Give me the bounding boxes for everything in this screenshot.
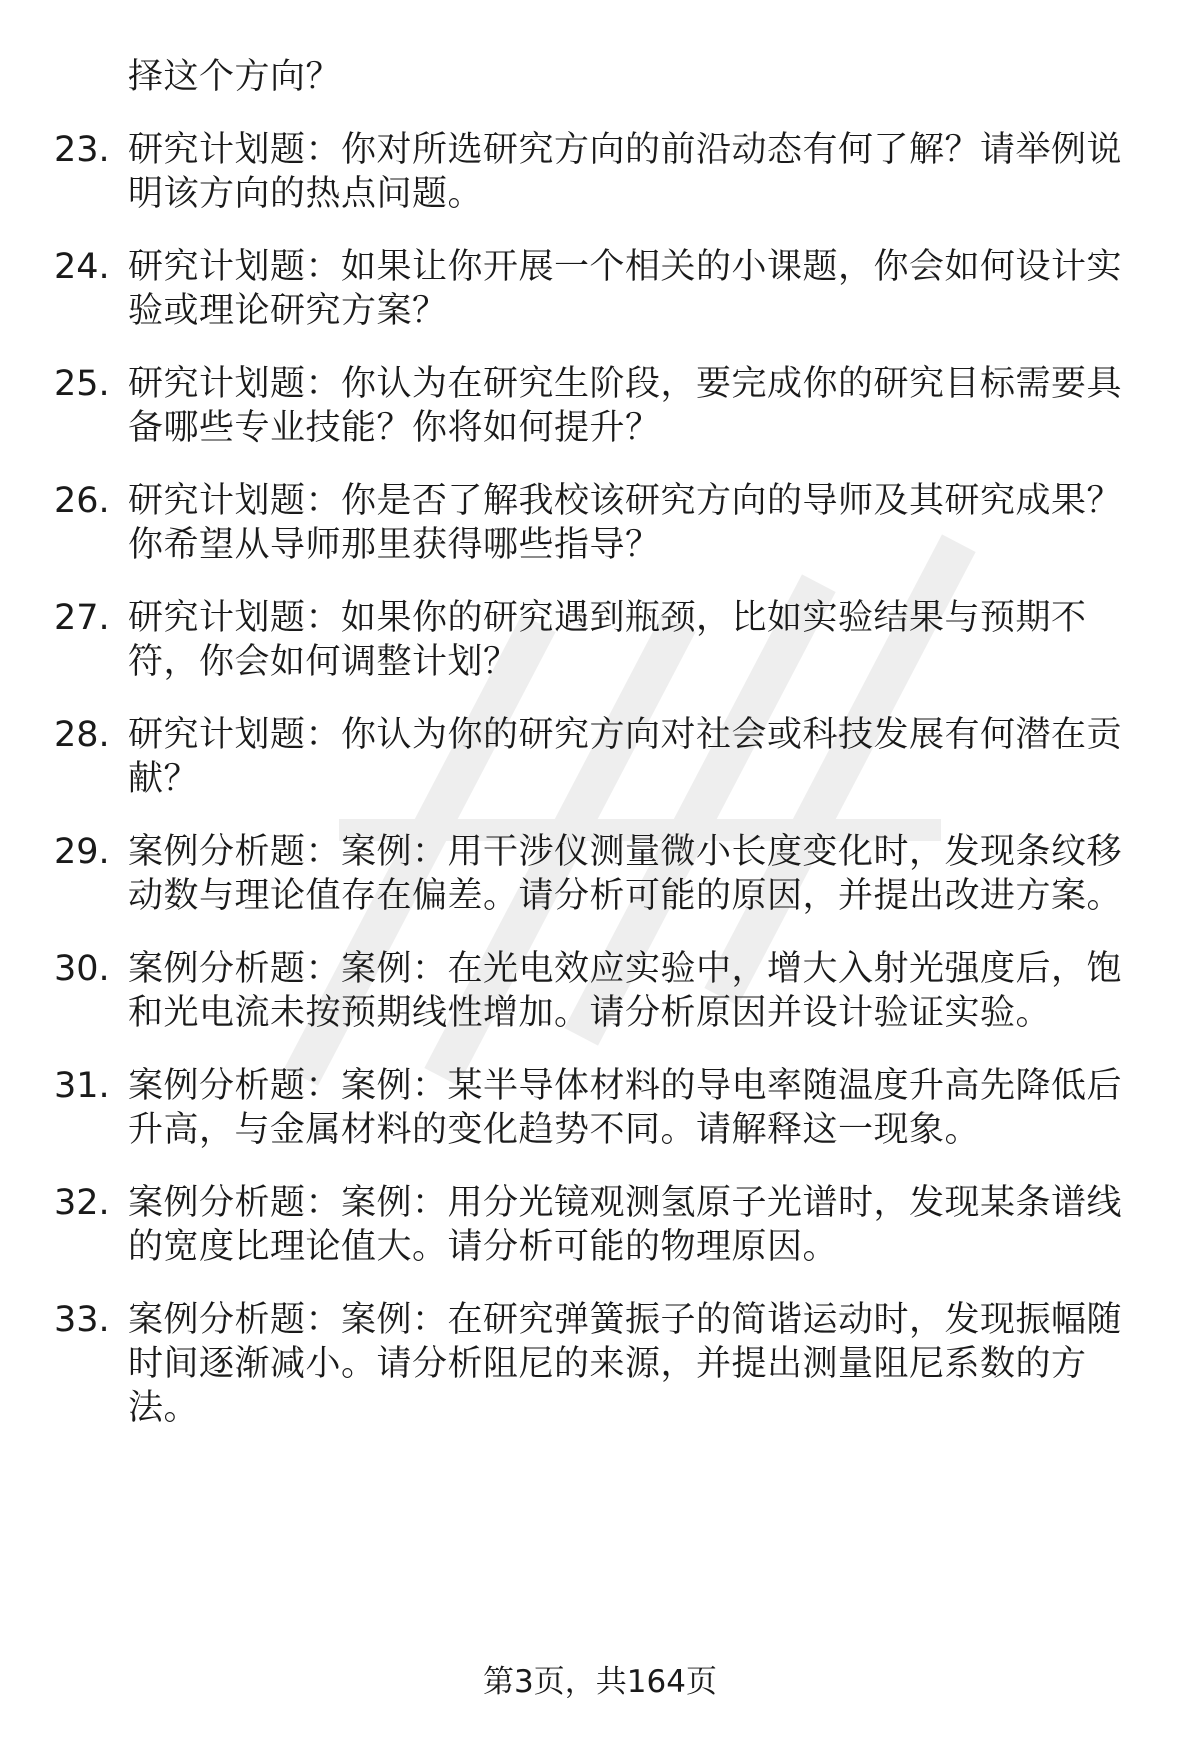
question-text-line: 动数与理论值存在偏差。请分析可能的原因，并提出改进方案。: [128, 876, 1123, 916]
question-text-line: 升高，与金属材料的变化趋势不同。请解释这一现象。: [128, 1110, 981, 1150]
question-number: 31.: [54, 1066, 110, 1106]
question-number: 30.: [54, 949, 110, 989]
question-text-line: 案例分析题：案例：用分光镜观测氢原子光谱时，发现某条谱线: [128, 1183, 1123, 1223]
question-number: 32.: [54, 1183, 110, 1223]
question-text-line: 验或理论研究方案？: [128, 291, 448, 331]
question-text-line: 研究计划题：你是否了解我校该研究方向的导师及其研究成果？: [128, 481, 1123, 521]
question-number: 23.: [54, 130, 110, 170]
question-text-line: 明该方向的热点问题。: [128, 174, 484, 214]
question-number: 27.: [54, 598, 110, 638]
question-text-line: 研究计划题：如果你的研究遇到瓶颈，比如实验结果与预期不: [128, 598, 1087, 638]
question-text-line: 献？: [128, 759, 200, 799]
question-text-line: 择这个方向？: [128, 57, 342, 97]
question-text-line: 研究计划题：你认为在研究生阶段，要完成你的研究目标需要具: [128, 364, 1123, 404]
question-text-line: 符，你会如何调整计划？: [128, 642, 519, 682]
page-footer: 第3页，共164页: [483, 1664, 717, 1700]
question-number: 24.: [54, 247, 110, 287]
question-text-line: 备哪些专业技能？你将如何提升？: [128, 408, 661, 448]
question-number: 29.: [54, 832, 110, 872]
question-text-line: 研究计划题：你认为你的研究方向对社会或科技发展有何潜在贡: [128, 715, 1123, 755]
question-text-line: 你希望从导师那里获得哪些指导？: [128, 525, 661, 565]
question-text-line: 案例分析题：案例：某半导体材料的导电率随温度升高先降低后: [128, 1066, 1123, 1106]
question-text-line: 案例分析题：案例：在研究弹簧振子的简谐运动时，发现振幅随: [128, 1300, 1123, 1340]
question-text-line: 案例分析题：案例：用干涉仪测量微小长度变化时，发现条纹移: [128, 832, 1123, 872]
question-text-line: 案例分析题：案例：在光电效应实验中，增大入射光强度后，饱: [128, 949, 1123, 989]
question-number: 25.: [54, 364, 110, 404]
question-number: 33.: [54, 1300, 110, 1340]
question-text-line: 时间逐渐减小。请分析阻尼的来源，并提出测量阻尼系数的方: [128, 1344, 1087, 1384]
question-number: 26.: [54, 481, 110, 521]
question-number: 28.: [54, 715, 110, 755]
question-text-line: 研究计划题：如果让你开展一个相关的小课题，你会如何设计实: [128, 247, 1123, 287]
question-text-line: 研究计划题：你对所选研究方向的前沿动态有何了解？请举例说: [128, 130, 1123, 170]
question-text-line: 法。: [128, 1388, 200, 1428]
question-text-line: 的宽度比理论值大。请分析可能的物理原因。: [128, 1227, 839, 1267]
question-text-line: 和光电流未按预期线性增加。请分析原因并设计验证实验。: [128, 993, 1052, 1033]
